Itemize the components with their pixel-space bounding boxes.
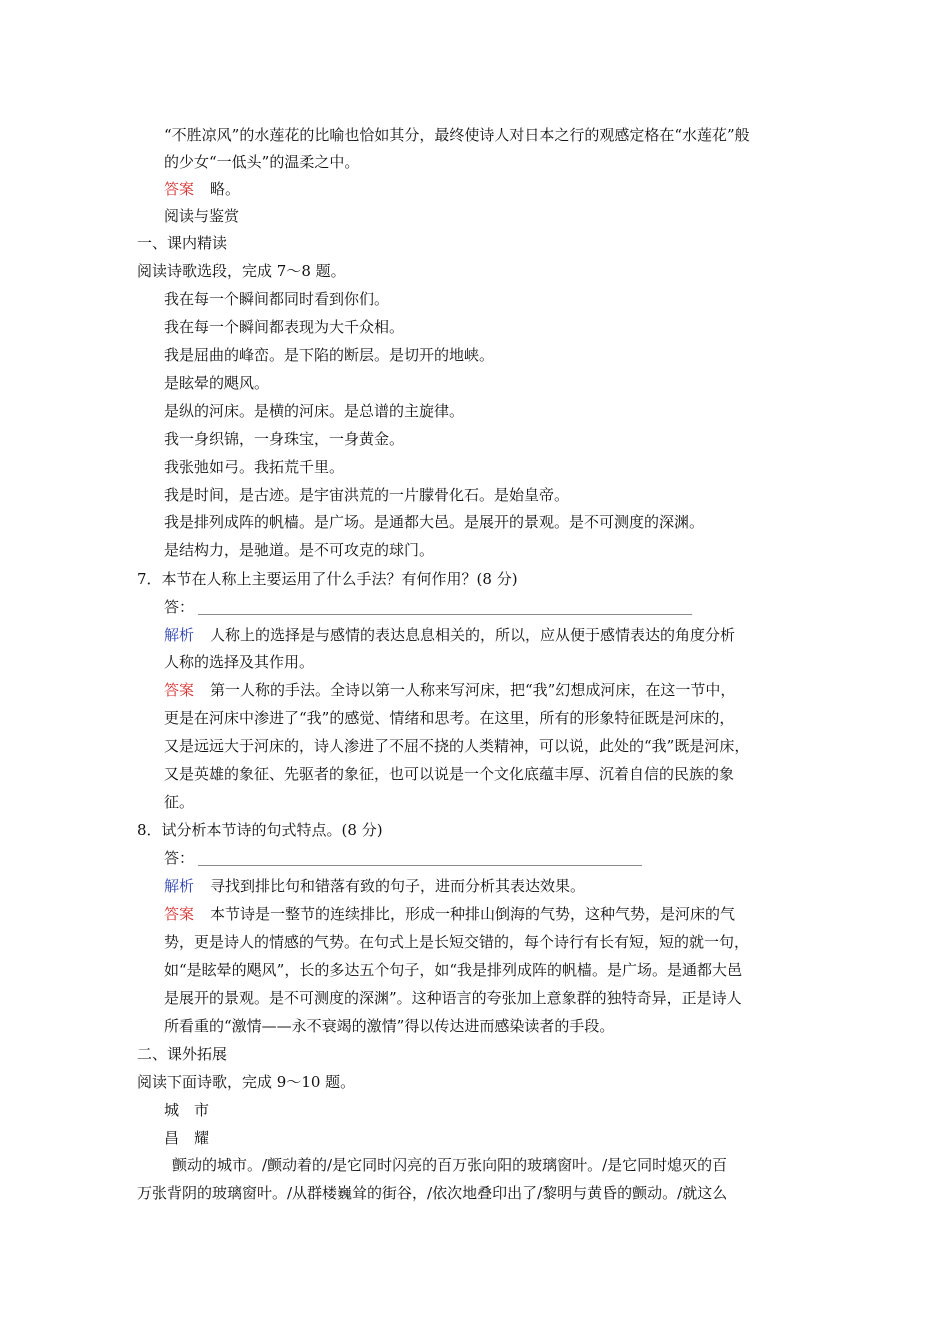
q8-answer-prompt: 答： [164,849,195,867]
q7-answer-blank [198,614,692,615]
poem-line: 我是屈曲的峰峦。是下陷的断层。是切开的地峡。 [164,346,495,364]
poem-text-line: 万张背阴的玻璃窗叶。/从群楼巍耸的街谷，/依次地叠印出了/黎明与黄昏的颤动。/就这么 [137,1184,728,1202]
answer-text: 是展开的景观。是不可测度的深渊”。这种语言的夸张加上意象群的独特奇异，正是诗人 [164,989,742,1007]
poem-line: 是结构力，是驰道。是不可攻克的球门。 [164,541,435,559]
q7-answer-prompt: 答： [164,598,195,616]
answer-text: 如“是眩晕的飓风”，长的多达五个句子，如“我是排列成阵的帆樯。是广场。是通都大邑 [164,961,743,979]
section-title: 阅读与鉴赏 [164,207,240,225]
poem-line: 是纵的河床。是横的河床。是总谱的主旋律。 [164,402,465,420]
answer-text: 本节诗是一整节的连续排比，形成一种排山倒海的气势，这种气势，是河床的气 [210,905,736,923]
question-8: 8．试分析本节诗的句式特点。(8 分) [137,821,383,839]
answer-label: 答案 [164,180,195,198]
intro-line-2: 的少女“一低头”的温柔之中。 [164,153,360,171]
answer-text: 又是英雄的象征、先驱者的象征，也可以说是一个文化底蕴丰厚、沉着自信的民族的象 [164,765,735,783]
q7-answer [164,680,735,700]
intro-answer [164,179,240,199]
q8-answer-blank [198,865,642,866]
answer-text: 势，更是诗人的情感的气势。在句式上是长短交错的，每个诗行有长有短，短的就一句， [164,933,750,951]
answer-text: 征。 [164,793,195,811]
part1-heading: 一、课内精读 [137,234,228,252]
poem-line: 我在每一个瞬间都同时看到你们。 [164,290,390,308]
intro-line-1: “不胜凉风”的水莲花的比喻也恰如其分，最终使诗人对日本之行的观感定格在“水莲花”般 [164,126,750,144]
part2-instruction: 阅读下面诗歌，完成 9～10 题。 [137,1073,356,1091]
part2-heading: 二、课外拓展 [137,1045,228,1063]
q7-analysis [164,625,735,645]
part1-instruction: 阅读诗歌选段，完成 7～8 题。 [137,262,346,280]
poem-text-line: 颤动的城市。/颤动着的/是它同时闪亮的百万张向阳的玻璃窗叶。/是它同时熄灭的百 [172,1156,728,1174]
q8-analysis [164,876,585,896]
answer-text: 又是远远大于河床的，诗人渗进了不屈不挠的人类精神，可以说，此处的“我”既是河床， [164,737,750,755]
analysis-text: 人称上的选择是与感情的表达息息相关的，所以，应从便于感情表达的角度分析 [210,626,736,644]
answer-label: 答案 [164,905,195,923]
poem-line: 我在每一个瞬间都表现为大千众相。 [164,318,405,336]
answer-text: 略。 [210,180,241,198]
poem-line: 我一身织锦，一身珠宝，一身黄金。 [164,430,405,448]
question-7: 7．本节在人称上主要运用了什么手法？有何作用？(8 分) [137,570,518,588]
analysis-text: 寻找到排比句和错落有致的句子，进而分析其表达效果。 [210,877,586,895]
poem-line: 我张弛如弓。我拓荒千里。 [164,458,345,476]
analysis-label: 解析 [164,626,195,644]
analysis-text: 人称的选择及其作用。 [164,653,315,671]
poem-author: 昌 耀 [164,1129,210,1147]
q8-answer [164,904,735,924]
answer-text: 更是在河床中渗进了“我”的感觉、情绪和思考。在这里，所有的形象特征既是河床的， [164,709,735,727]
poem-line: 我是时间，是古迹。是宇宙洪荒的一片朦骨化石。是始皇帝。 [164,486,570,504]
poem-line: 我是排列成阵的帆樯。是广场。是通都大邑。是展开的景观。是不可测度的深渊。 [164,513,705,531]
analysis-label: 解析 [164,877,195,895]
answer-text: 所看重的“激情——永不衰竭的激情”得以传达进而感染读者的手段。 [164,1017,615,1035]
poem-line: 是眩晕的飓风。 [164,374,270,392]
poem-title: 城 市 [164,1101,210,1119]
answer-label: 答案 [164,681,195,699]
answer-text: 第一人称的手法。全诗以第一人称来写河床，把“我”幻想成河床，在这一节中， [210,681,736,699]
